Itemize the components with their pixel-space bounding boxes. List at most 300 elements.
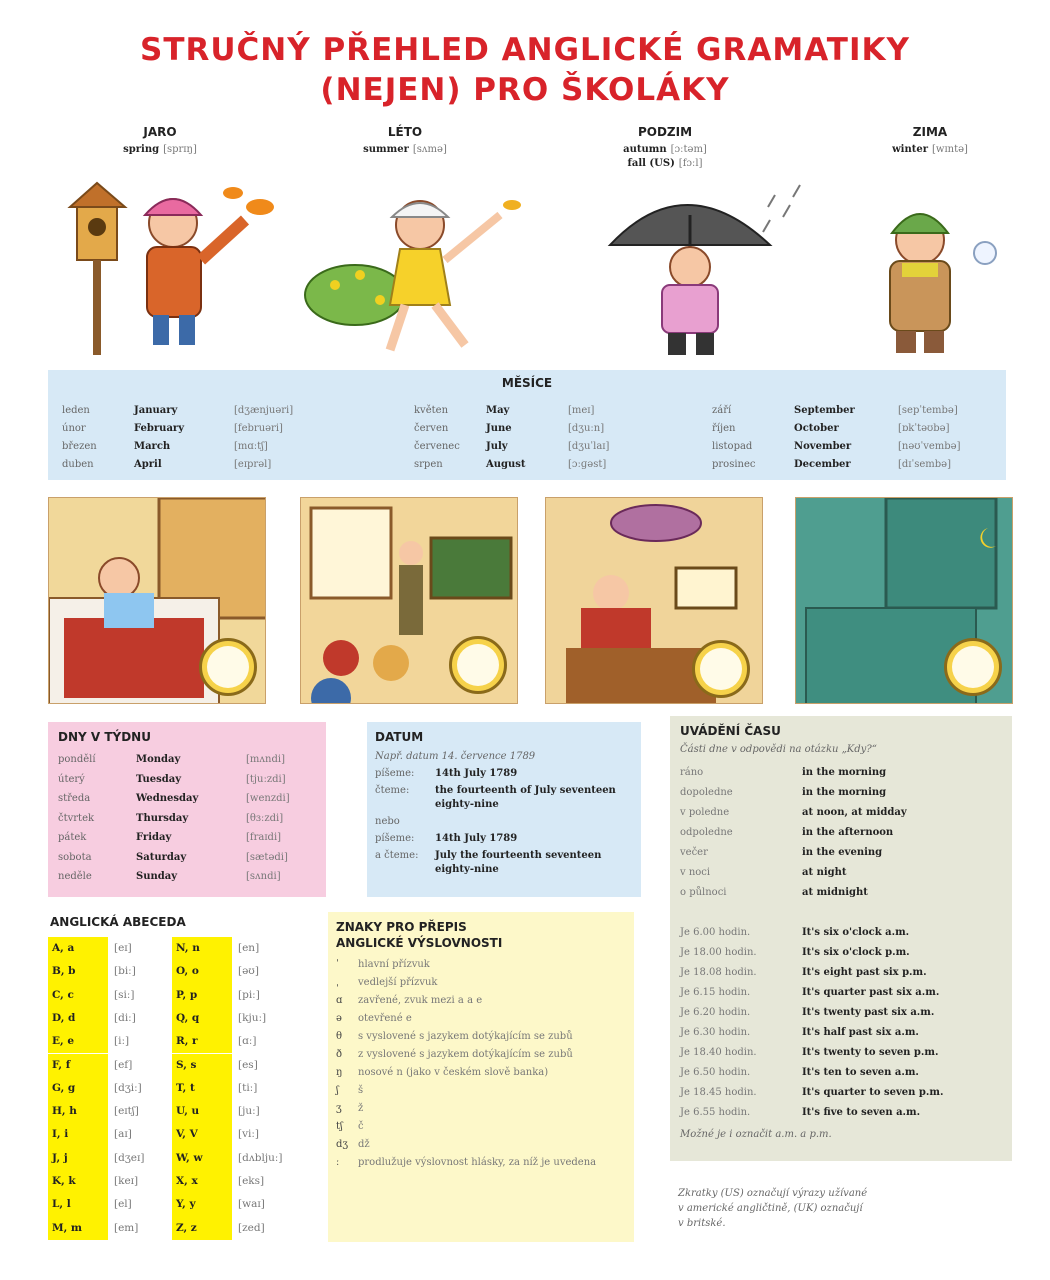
symbols-list <box>336 958 626 1170</box>
day-ipa: [sætədi] <box>246 851 288 863</box>
month-en: April <box>134 459 162 470</box>
alphabet-entry <box>48 1007 173 1030</box>
footnote-line: v americké angličtině, (UK) označují <box>678 1203 863 1214</box>
classroom-illustration <box>300 497 518 704</box>
day-row <box>58 848 316 868</box>
symbol-row <box>336 1156 626 1170</box>
alphabet-ipa: [eɪ] <box>114 942 132 954</box>
season-en: summer <box>363 144 409 155</box>
alphabet-ipa: [diː] <box>114 1011 136 1024</box>
alphabet-letter: S, s <box>172 1054 232 1077</box>
alphabet-entry <box>172 1077 297 1100</box>
month-row <box>414 456 609 474</box>
months-box <box>48 370 1006 480</box>
clock-icon <box>692 640 750 698</box>
spring-child-illustration <box>55 175 285 360</box>
day-ipa: [wenzdi] <box>246 793 290 804</box>
season-ipa: [ɔːtəm] <box>670 144 707 155</box>
month-ipa: [dʒuˈlaɪ] <box>568 441 610 452</box>
clock-time-row <box>680 963 1002 983</box>
alphabet-letter: F, f <box>48 1054 108 1077</box>
alphabet-ipa: [iː] <box>114 1035 130 1048</box>
symbol-glyph: ʃ <box>336 1085 339 1096</box>
alphabet-ipa: [əʊ] <box>238 965 259 978</box>
month-en: May <box>486 405 510 416</box>
season-word <box>300 143 510 157</box>
clock-en: It's twenty to seven p.m. <box>802 1047 939 1058</box>
time-part-row <box>680 803 1002 823</box>
alphabet-ipa: [em] <box>114 1221 139 1234</box>
day-cz: středa <box>58 793 91 804</box>
alphabet-entry <box>172 1123 297 1146</box>
symbol-glyph: ː <box>336 1157 340 1168</box>
months-column <box>712 402 960 474</box>
time-title: UVÁDĚNÍ ČASU <box>680 724 781 738</box>
symbol-glyph: ð <box>336 1049 343 1060</box>
alphabet-letter: V, V <box>172 1123 232 1146</box>
clock-time-row <box>680 1043 1002 1063</box>
clock-time-row <box>680 1083 1002 1103</box>
month-ipa: [sepˈtembə] <box>898 405 958 416</box>
symbol-description: č <box>358 1121 364 1132</box>
alphabet-letter: C, c <box>48 984 108 1007</box>
alphabet-ipa: [el] <box>114 1198 132 1211</box>
alphabet-ipa: [piː] <box>238 988 260 1001</box>
day-en: Sunday <box>136 871 178 882</box>
alphabet-box <box>48 915 318 1255</box>
afternoon-room-illustration <box>545 497 763 704</box>
clock-en: It's five to seven a.m. <box>802 1107 921 1118</box>
alphabet-letter: H, h <box>48 1100 108 1123</box>
alphabet-entry <box>48 1030 173 1053</box>
alphabet-ipa: [en] <box>238 942 260 954</box>
season-name: JARO <box>143 125 177 139</box>
alphabet-title: ANGLICKÁ ABECEDA <box>50 915 186 929</box>
alphabet-letter: E, e <box>48 1030 108 1053</box>
date-intro: Např. datum 14. července 1789 <box>375 751 536 762</box>
month-ipa: [dʒænjuəri] <box>234 405 294 416</box>
season-summer <box>300 125 510 157</box>
month-ipa: [februəri] <box>234 423 283 434</box>
footnote <box>678 1186 1008 1231</box>
autumn-child-umbrella-illustration <box>600 175 830 360</box>
day-ipa: [fraɪdi] <box>246 832 282 843</box>
date-value: the fourteenth of July seventeen eighty-nine <box>435 785 616 810</box>
month-row <box>414 420 609 438</box>
month-row <box>414 402 609 420</box>
alphabet-ipa: [ef] <box>114 1058 133 1071</box>
symbols-title-line-2: ANGLICKÉ VÝSLOVNOSTI <box>336 936 503 950</box>
clock-en: It's quarter to seven p.m. <box>802 1087 944 1098</box>
clock-en: It's eight past six p.m. <box>802 967 927 978</box>
clock-cz: Je 6.50 hodin. <box>680 1067 751 1078</box>
alphabet-letter: M, m <box>48 1217 108 1240</box>
days-box <box>48 722 326 897</box>
alphabet-letter: L, l <box>48 1193 108 1216</box>
alphabet-letter: W, w <box>172 1147 232 1170</box>
symbol-row <box>336 1084 626 1098</box>
season-ipa: [wɪntə] <box>932 144 968 155</box>
clock-icon <box>199 638 257 696</box>
alphabet-letter: A, a <box>48 937 108 960</box>
alphabet-ipa: [waɪ] <box>238 1198 265 1211</box>
season-ipa: [sprɪŋ] <box>163 144 197 155</box>
month-en: February <box>134 423 185 434</box>
time-part-row <box>680 763 1002 783</box>
symbol-description: vedlejší přízvuk <box>358 977 438 988</box>
month-en: June <box>486 423 512 434</box>
symbol-glyph: ʒ <box>336 1103 342 1114</box>
symbol-description: prodlužuje výslovnost hlásky, za níž je uvedena <box>358 1157 597 1168</box>
date-label: nebo <box>375 816 400 827</box>
day-en: Wednesday <box>136 793 199 804</box>
day-en: Friday <box>136 832 172 843</box>
title-line-1: STRUČNÝ PŘEHLED ANGLICKÉ GRAMATIKY <box>140 32 910 68</box>
season-word <box>825 143 1035 157</box>
day-row <box>58 770 316 790</box>
months-title: MĚSÍCE <box>501 376 553 390</box>
symbol-row <box>336 1048 626 1062</box>
month-cz: květen <box>414 405 449 416</box>
season-name: PODZIM <box>637 125 693 139</box>
symbol-description: dž <box>358 1139 370 1150</box>
symbol-description: zavřené, zvuk mezi a a e <box>358 995 483 1006</box>
alphabet-ipa: [viː] <box>238 1128 260 1141</box>
months-column <box>62 402 293 474</box>
time-part-row <box>680 843 1002 863</box>
clock-cz: Je 18.45 hodin. <box>680 1087 757 1098</box>
symbol-glyph: ə <box>336 1013 342 1024</box>
alphabet-letter: R, r <box>172 1030 232 1053</box>
alphabet-entry <box>48 984 173 1007</box>
season-ipa: [sʌmə] <box>412 144 447 155</box>
alphabet-entry <box>172 937 297 960</box>
date-value: 14th July 1789 <box>435 833 518 844</box>
month-cz: březen <box>62 441 97 452</box>
day-ipa: [tjuːzdi] <box>246 773 286 785</box>
symbol-glyph: ˈ <box>336 959 339 970</box>
alphabet-entry <box>172 1170 297 1193</box>
alphabet-entry <box>48 1123 173 1146</box>
clock-cz: Je 18.40 hodin. <box>680 1047 757 1058</box>
symbol-row <box>336 1030 626 1044</box>
symbol-description: z vyslovené s jazykem dotýkajícím se zubů <box>358 1049 573 1060</box>
alphabet-entry <box>172 1193 297 1216</box>
alphabet-ipa: [dʒeɪ] <box>114 1151 145 1164</box>
month-row <box>712 438 960 456</box>
alphabet-ipa: [biː] <box>114 965 136 978</box>
symbol-description: ž <box>358 1103 364 1114</box>
clock-cz: Je 6.55 hodin. <box>680 1107 751 1118</box>
alphabet-entry <box>48 1054 173 1077</box>
alphabet-ipa: [eks] <box>238 1175 265 1187</box>
alphabet-entry <box>172 1100 297 1123</box>
alphabet-letter: U, u <box>172 1100 232 1123</box>
month-cz: červen <box>414 423 449 434</box>
date-value: 14th July 1789 <box>435 768 518 779</box>
day-cz: neděle <box>58 871 92 882</box>
alphabet-entry <box>172 984 297 1007</box>
symbol-row <box>336 1102 626 1116</box>
clock-time-row <box>680 943 1002 963</box>
footnote-line: Zkratky (US) označují výrazy užívané <box>678 1188 868 1199</box>
date-label: píšeme: <box>375 833 415 844</box>
clock-time-row <box>680 983 1002 1003</box>
month-en: July <box>486 441 508 452</box>
month-cz: září <box>712 405 732 416</box>
date-label: a čteme: <box>375 850 419 861</box>
month-en: September <box>794 405 855 416</box>
clock-cz: Je 6.15 hodin. <box>680 987 751 998</box>
alphabet-ipa: [siː] <box>114 988 135 1001</box>
time-en: in the morning <box>802 787 887 798</box>
date-line <box>375 832 633 846</box>
month-ipa: [ɔːɡəst] <box>568 459 607 470</box>
alphabet-letter: X, x <box>172 1170 232 1193</box>
time-en: in the evening <box>802 847 883 858</box>
date-label: píšeme: <box>375 768 415 779</box>
clock-icon <box>944 638 1002 696</box>
month-en: October <box>794 423 839 434</box>
month-row <box>414 438 609 456</box>
clock-time-row <box>680 1003 1002 1023</box>
symbol-row <box>336 1066 626 1080</box>
symbol-glyph: ˌ <box>336 977 339 988</box>
time-cz: ráno <box>680 767 704 778</box>
title-line-2: (NEJEN) PRO ŠKOLÁKY <box>320 72 730 108</box>
clock-en: It's twenty past six a.m. <box>802 1007 935 1018</box>
date-label: čteme: <box>375 785 410 796</box>
day-ipa: [θɜːzdi] <box>246 812 284 824</box>
clock-en: It's quarter past six a.m. <box>802 987 940 998</box>
alphabet-ipa: [eɪtʃ] <box>114 1105 139 1118</box>
season-en: autumn <box>623 144 667 155</box>
clock-time-row <box>680 1023 1002 1043</box>
time-cz: večer <box>680 847 708 858</box>
clock-cz: Je 18.08 hodin. <box>680 967 757 978</box>
season-autumn <box>560 125 770 171</box>
symbol-row <box>336 994 626 1008</box>
footnote-line: v britské. <box>678 1218 726 1229</box>
season-ipa: [fɔːl] <box>678 158 703 169</box>
time-note: Možné je i označit a.m. a p.m. <box>680 1129 832 1140</box>
time-cz: v noci <box>680 867 711 878</box>
day-row <box>58 750 316 770</box>
season-en: spring <box>123 144 160 155</box>
clock-cz: Je 18.00 hodin. <box>680 947 757 958</box>
month-row <box>712 456 960 474</box>
month-ipa: [ɒkˈtəʊbə] <box>898 423 950 434</box>
month-cz: leden <box>62 405 90 416</box>
alphabet-letter: P, p <box>172 984 232 1007</box>
alphabet-entry <box>172 1007 297 1030</box>
alphabet-ipa: [aɪ] <box>114 1128 132 1141</box>
month-cz: únor <box>62 423 86 434</box>
day-cz: čtvrtek <box>58 812 95 824</box>
winter-child-illustration <box>820 175 1050 360</box>
season-name: ZIMA <box>912 125 948 139</box>
alphabet-entry <box>172 1217 297 1240</box>
symbol-row <box>336 1012 626 1026</box>
alphabet-entry <box>48 960 173 983</box>
day-en: Tuesday <box>136 773 182 785</box>
day-en: Saturday <box>136 851 187 863</box>
season-spring <box>55 125 265 157</box>
time-part-row <box>680 823 1002 843</box>
symbol-row <box>336 1120 626 1134</box>
summer-child-illustration <box>300 175 530 360</box>
month-ipa: [dʒuːn] <box>568 423 605 434</box>
month-row <box>712 402 960 420</box>
clock-en: It's ten to seven a.m. <box>802 1067 919 1078</box>
symbol-description: hlavní přízvuk <box>358 959 430 970</box>
alphabet-entry <box>172 1030 297 1053</box>
month-row <box>62 420 293 438</box>
time-en: in the morning <box>802 767 887 778</box>
alphabet-letter: G, g <box>48 1077 108 1100</box>
day-cz: úterý <box>58 773 85 785</box>
month-row <box>62 456 293 474</box>
time-cz: o půlnoci <box>680 887 727 898</box>
clock-en: It's half past six a.m. <box>802 1027 919 1038</box>
month-row <box>62 402 293 420</box>
alphabet-letter: I, i <box>48 1123 108 1146</box>
alphabet-ipa: [ɑː] <box>238 1035 257 1048</box>
symbol-glyph: ɑ <box>336 995 343 1006</box>
days-title: DNY V TÝDNU <box>58 730 151 744</box>
month-cz: říjen <box>712 423 736 434</box>
alphabet-ipa: [es] <box>238 1058 258 1071</box>
day-cz: pátek <box>58 832 87 843</box>
month-row <box>712 420 960 438</box>
month-en: December <box>794 459 851 470</box>
month-cz: listopad <box>712 441 753 452</box>
alphabet-entry <box>48 1100 173 1123</box>
day-row <box>58 789 316 809</box>
day-cz: sobota <box>58 851 92 863</box>
season-winter <box>825 125 1035 157</box>
time-part-row <box>680 783 1002 803</box>
season-word <box>560 157 770 171</box>
symbol-glyph: ŋ <box>336 1067 343 1078</box>
date-line <box>375 815 633 829</box>
alphabet-letter: B, b <box>48 960 108 983</box>
symbol-row <box>336 1138 626 1152</box>
alphabet-letter: J, j <box>48 1147 108 1170</box>
month-cz: srpen <box>414 459 443 470</box>
season-name: LÉTO <box>387 125 423 139</box>
clock-cz: Je 6.20 hodin. <box>680 1007 751 1018</box>
month-en: August <box>486 459 526 470</box>
time-part-row <box>680 883 1002 903</box>
alphabet-letter: Q, q <box>172 1007 232 1030</box>
month-ipa: [dɪˈsembə] <box>898 459 952 470</box>
alphabet-entry <box>48 937 173 960</box>
time-box <box>670 716 1012 1161</box>
alphabet-entry <box>48 1217 173 1240</box>
alphabet-letter: Z, z <box>172 1217 232 1240</box>
alphabet-entry <box>172 1054 297 1077</box>
time-cz: v poledne <box>680 807 730 818</box>
month-row <box>62 438 293 456</box>
alphabet-entry <box>172 1147 297 1170</box>
month-en: November <box>794 441 852 452</box>
date-box <box>367 722 641 897</box>
month-en: March <box>134 441 171 452</box>
month-en: January <box>134 405 178 416</box>
day-row <box>58 828 316 848</box>
alphabet-letter: N, n <box>172 937 232 960</box>
clock-en: It's six o'clock a.m. <box>802 927 910 938</box>
alphabet-ipa: [tiː] <box>238 1081 258 1094</box>
month-ipa: [mɑːtʃ] <box>234 441 268 452</box>
pronunciation-symbols-box <box>328 912 634 1242</box>
day-ipa: [sʌndi] <box>246 871 281 882</box>
month-ipa: [meɪ] <box>568 405 595 416</box>
alphabet-ipa: [keɪ] <box>114 1175 139 1187</box>
clock-icon <box>449 636 507 694</box>
clock-time-row <box>680 923 1002 943</box>
night-bedroom-illustration <box>795 497 1013 704</box>
alphabet-entry <box>48 1170 173 1193</box>
alphabet-letter: T, t <box>172 1077 232 1100</box>
page-title <box>0 30 1050 110</box>
month-cz: duben <box>62 459 94 470</box>
clock-en: It's six o'clock p.m. <box>802 947 910 958</box>
season-en: fall (US) <box>627 158 675 169</box>
clock-cz: Je 6.30 hodin. <box>680 1027 751 1038</box>
season-word <box>560 143 770 157</box>
alphabet-letter: Y, y <box>172 1193 232 1216</box>
month-ipa: [nəʊˈvembə] <box>898 441 961 452</box>
symbols-title-line-1: ZNAKY PRO PŘEPIS <box>336 920 467 934</box>
alphabet-ipa: [kjuː] <box>238 1011 267 1024</box>
season-word <box>55 143 265 157</box>
day-ipa: [mʌndi] <box>246 754 285 765</box>
symbol-description: š <box>358 1085 364 1096</box>
alphabet-entry <box>48 1193 173 1216</box>
month-cz: červenec <box>414 441 460 452</box>
time-en: at night <box>802 867 847 878</box>
time-en: at noon, at midday <box>802 807 907 818</box>
symbol-description: otevřené e <box>358 1013 412 1024</box>
alphabet-ipa: [juː] <box>238 1105 260 1118</box>
alphabet-entry <box>48 1077 173 1100</box>
season-en: winter <box>892 144 928 155</box>
month-ipa: [eɪprəl] <box>234 459 272 470</box>
months-column <box>414 402 609 474</box>
clock-time-row <box>680 1103 1002 1123</box>
time-intro: Části dne v odpovědi na otázku „Kdy?“ <box>680 744 877 755</box>
day-cz: pondělí <box>58 754 96 765</box>
time-en: in the afternoon <box>802 827 894 838</box>
day-en: Monday <box>136 754 181 765</box>
time-cz: odpoledne <box>680 827 733 838</box>
symbol-description: nosové n (jako v českém slově banka) <box>358 1067 549 1078</box>
time-cz: dopoledne <box>680 787 733 798</box>
date-title: DATUM <box>375 730 424 744</box>
symbol-glyph: tʃ <box>336 1121 343 1132</box>
alphabet-ipa: [dʒiː] <box>114 1081 142 1094</box>
alphabet-entry <box>172 960 297 983</box>
clock-cz: Je 6.00 hodin. <box>680 927 751 938</box>
day-row <box>58 809 316 829</box>
morning-bedroom-illustration <box>48 497 266 704</box>
symbol-glyph: θ <box>336 1031 343 1042</box>
symbol-description: s vyslovené s jazykem dotýkajícím se zubů <box>358 1031 573 1042</box>
alphabet-ipa: [zed] <box>238 1221 265 1234</box>
alphabet-letter: D, d <box>48 1007 108 1030</box>
